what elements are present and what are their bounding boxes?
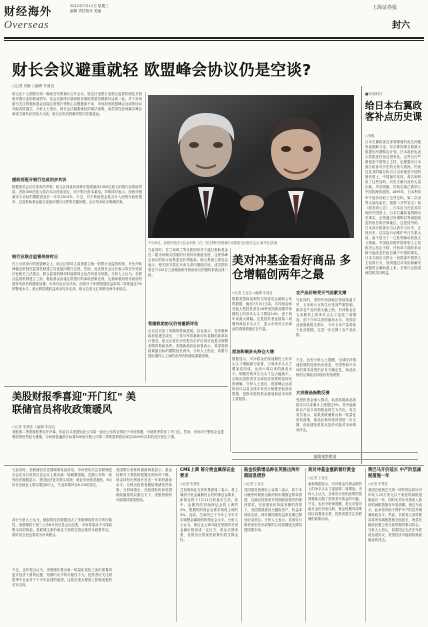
brief-byline: ○记者 王宙洁 xyxy=(244,482,264,486)
brief-byline: ○记者 王宙洁 xyxy=(308,476,328,480)
middle-paragraph: 与此同时，美国中西部地区持续高温干旱，玉米和大豆的生长受到严重影响，推动农产品价格大幅上涨。对冲基金在玉米期货上的净多头头寸连续三周增加，创下今年以来的最高水平。美国农业部最新报告预计，今年玉米产量将低于此前预期，这进一步支撑了农产品价格。 xyxy=(296,298,356,338)
brief-body: 最新数据显示，对冲基金在黄金期货上的净多头头寸连续第二周增加。市场人士认为，全球央行宽松政策的预期重新点燃了投资者对黄金的兴趣。不过，也有分析师提醒，美元走强可能对金价形成压制，黄金短期内或维持区间震荡走势，投资者需关注美联储的政策动向。 xyxy=(308,482,362,522)
column-divider xyxy=(230,248,231,452)
lead-subhead: 银行业联合监管尚待时日 xyxy=(12,254,59,259)
lead-byline: ○记者 吴敏 ○编辑 朱周良 xyxy=(12,84,55,88)
brief-byline: ○记者 朱贤佳 xyxy=(368,482,388,486)
middle-subhead: 原油和铜多头持仓大增 xyxy=(232,349,274,354)
lead-paragraph: 会议还讨论了希腊的救助进展。容克表示，在希腊新政府组建完成后，三驾马车将重新评估希腊的改革执行情况，欧元区将在评估报告出炉后再讨论是否调整希腊的救助条件。希腊新政府此前曾表示，希望将财政紧缩目标的期限延长两年。分析人士指出，希腊与国际债权人之间的谈判仍将面临重重困难。 xyxy=(148,329,228,359)
lead-headline: 财长会议避重就轻 欧盟峰会协议仍是空谈? xyxy=(12,61,312,79)
brief-1 xyxy=(180,468,238,622)
lead-column-1 xyxy=(12,92,142,382)
column-divider xyxy=(176,468,177,622)
commentary-body: 日本右翼政客近来频频就钓鱼岛问题发表挑衅言论，东京都知事石原慎太郎提出所谓购岛计划，日本政府也表示将推进钓鱼岛国有化。这些言行严重侵犯中国领土主权，也暴露出日本部分政客对历史的无知与漠视。钓鱼岛及其附属岛屿自古以来就是中国的固有领土，中国最早发现、命名和利用了这些岛屿，历史文献对此有大量记载。早在明朝，钓鱼岛就已被纳入中国的海防范围。1895年，日本利用甲午战争窃取了这些岛屿。第二次世界大战结束后，根据《开罗宣言》和《波茨坦公告》，日本应当归还其窃取的中国领土。日本右翼政客罔顾历史事实，企图通过所谓购岛等闹剧改变钓鱼岛的法律地位，这是徒劳的。日本部分政客应当认真学习历史，正视历史，以实际行动维护中日关系大局，而不是为了一己私利煽动民族主义情绪。中国政府维护国家领土主权的决心坚定不移，任何单方面的举动都不能改变钓鱼岛属于中国的事实。日本方面应当停止一切损害中国领土主权的行为，回到通过对话协商解决问题的正确轨道上来，否则只会损害两国的共同利益。 xyxy=(365,140,421,276)
article2-column-3 xyxy=(116,468,172,622)
lead-paragraph: 根据财长会议后发布的声明，欧元区同意向西班牙提供最高1000亿欧元的银行业救助贷款，首批300亿欧元将在本月底前到位，用于银行资本重组。声明同时表示，西班牙削减赤字目标的期限将延长一年至2014年。不过，对于救助资金是否计入西班牙政府债务、以及救助基金能否直接向银行注资等关键问题，会议均未给出明确答案。 xyxy=(12,185,142,205)
article2-column-2 xyxy=(12,468,112,622)
section-title: 财经海外 xyxy=(4,5,52,18)
commentary-byline: ○李聪 xyxy=(365,134,375,138)
middle-paragraph: 根据美国商品期货交易委员会最新公布的数据，截至7月3日当周，对冲基金和其他大型投机者在18种美国商品期货和期权上的净多头头寸增加14%，创下两年来最大增幅。这是投机者连续第二周增持商品多头头寸，显示市场对大宗商品的看涨情绪正在升温。 xyxy=(232,297,292,332)
masthead xyxy=(4,3,424,37)
article2-byline: ○记者 朱贤佳 ○编辑 朱周良 xyxy=(12,425,56,429)
date-line: 编辑 责任校对 美编 xyxy=(70,9,102,13)
middle-subhead: 农产品价格受天气因素支撑 xyxy=(296,290,347,295)
middle-subhead: 大宗商品指数反弹 xyxy=(296,390,330,395)
bottom-rule xyxy=(4,465,424,466)
column-divider xyxy=(145,92,146,382)
photo-image xyxy=(148,95,354,238)
article2-paragraph: 美股第二季度财报季拉开序幕，铝业巨头美国铝业公司周一盘后公布的业绩好于市场预期，为财报季带来了开门红。然而，市场对于整体企业盈利前景仍然较为谨慎，分析师普遍预计标普500成分股公司第二季度盈利将出现自2009年以来的首次同比下滑。 xyxy=(12,430,224,440)
lead-paragraph: 与此同时，芬兰和荷兰等北欧国家对于通过救助基金在二级市场购买国债的计划仍持保留态度，这使得峰会协议的执行前景更加扑朔迷离。欧元集团主席容克表示，相关细节将在未来几周内继续讨论，成员国有望在7月20日之前就西班牙救助协议的最终条款达成一致。 xyxy=(148,248,228,278)
brief-headline: 陆金投新增品种在英推出两年期固息债券 xyxy=(244,468,300,479)
masthead-rule-thin xyxy=(4,40,424,41)
article2-paragraph: 不过，也有观点认为，美联储在推出新一轮量化宽松之前仍需看到更多经济下滑的证据，短期内出手的可能性不大。投资者应关注财报季中企业对于下半年业绩的展望，这将在很大程度上影响美股的后市走向。 xyxy=(12,568,112,588)
middle-paragraph: 数据显示，对冲基金在原油期货上的多头头寸增幅最为显著，当周净多头头寸增加近四成，达到六周以来的最高水平。铜期货的净空头头寸也大幅减少，反映出投资者对全球经济前景的担忧有所缓解。分析人士指出，欧盟峰会达成的协议以及全球多家央行相继采取宽松措施，是推动投机资金重返商品市场的主要原因。 xyxy=(232,357,292,402)
middle-column-1 xyxy=(232,290,292,450)
brief-body: 芝加哥商业交易所集团周二表示，将上调部分贵金属期货合约的保证金要求，新规定将于7月11日收盘后生效。其中，金期货的初始保证金将上调约3%，银期货的保证金要求则将上调约5%。此前，芝商所已于今年上半年多次调整金属期货的保证金水平。分析人士认为，保证金上调可能在短期内对贵金属价格形成一定压力，但从长期来看，各国央行的宽松政策仍将支撑金价。 xyxy=(180,488,238,543)
brief-byline: ○记者 朱贤佳 xyxy=(180,482,200,486)
commentary-headline: 给日本右翼政客补点历史课 xyxy=(365,101,423,123)
notice-bar: 编辑观察邀请 xyxy=(232,452,418,460)
brief-2 xyxy=(244,468,302,622)
column-divider xyxy=(241,468,242,622)
article2-paragraph: 美国银行美林的最新调查显示，基金经理对于美股的配置比例有所下降，现金持有比例则升至近一年来的最高水平，反映出投资者避险情绪依然浓厚。分析师指出，在欧债危机和美国财政悬崖的双重压力下，美股短期内可能维持震荡格局。 xyxy=(116,468,172,503)
section-en: Overseas xyxy=(4,19,49,31)
brief-body: 美国总统奥巴马周一呼吁国会将针对年收入25万美元以下家庭的减税措施延长一年，同时允许针对高收入群体的减税措施在年底到期。奥巴马表示，此举将有助于保护中产阶层并削减财政赤字。然而，共和党人坚持要求将所有减税措施全面延长，两党在税收问题上的分歧短期内难以弥合。分析人士担心，如果国会无法在年底前达成协议，美国经济可能面临财政悬崖的冲击。 xyxy=(368,488,422,543)
middle-column-2 xyxy=(296,290,356,450)
column-divider xyxy=(365,468,366,622)
article2-column xyxy=(12,430,224,464)
article2-paragraph: 与此同时，美联储官员近期频频发表讲话，市场密切关注美联储是否会在本月底的议息会议上推出新一轮刺激措施。近期公布的一系列经济数据显示，美国经济复苏势头放缓，就业市场依旧疲软，6月份非农就业人数仅增加8万人，失业率维持在8.2%的高位。 xyxy=(12,468,112,488)
photo-caption: 7月10日，西班牙经济大臣金多斯（右）在比利时布鲁塞尔出席欧元区财长会议 新华社/法新 xyxy=(148,241,278,245)
brief-headline: CME上调 部分贵金属保证金要求 xyxy=(180,468,235,479)
issue-date xyxy=(70,4,150,14)
article2-headline: 美股财报季喜迎"开门红" 美联储官员将收政策暖风 xyxy=(12,392,136,416)
masthead-rule xyxy=(4,37,424,39)
article2-paragraph: 部分分析人士认为，疲弱的经济数据加大了美联储再度出手的可能性。美联储将于周三公布6月份议息会议纪要，市场希望从中寻找政策走向的线索。美联储主席伯南克下周将在国会就货币政策作证，届时其言论也将成为市场焦点。 xyxy=(12,518,112,538)
middle-byline: ○记者 王宙洁 ○编辑 朱周良 xyxy=(232,291,273,295)
middle-paragraph: 受投机资金流入推动，标普高盛商品指数本月以来累计上涨超过5%，其中能源和农产品分项指数表现尤为突出。有交易员表示，如果美联储推出新一轮量化宽松政策，商品价格有望获得进一步支撑，但欧债危机的反复仍可能对市场构成冲击。 xyxy=(296,398,356,433)
page-number: 封六 xyxy=(392,21,411,31)
brief-4 xyxy=(368,468,422,622)
lead-paragraph: 欧元区十七国财长周一晚间在布鲁塞尔召开会议，原定讨论银行业联合监管机制及对西班牙银行业的救助细节，但会议最终仅就西班牙援助贷款首期拨付达成一致，对于市场最为关注的救助基金直接注资银行等核心议题避而不谈，市场担忧欧盟峰会达成的协议可能再度落空。分析人士指出，财长会议避重就轻的做法表明，成员国在如何落实峰会承诺方面仍存在较大分歧，欧元区危机的解决依旧任重道远。 xyxy=(12,92,142,117)
lead-subhead: 希腊救助协议仍待重新评估 xyxy=(148,321,199,326)
brief-body: 英国债务管理办公室周二表示，将于本月晚些时候推出新的两年期固定利率国债，以满足投资者对短期政府债券的强劲需求。在欧债危机持续发酵的背景下，英国国债被视为避险资产，收益率持续走低，两年期国债收益率近期已降至纪录低位。分析人士表示，英国央行维持宽松货币政策的立场将继续支撑英国国债市场。 xyxy=(244,488,302,533)
middle-headline: 美对冲基金看好商品 多仓增幅创两年之最 xyxy=(232,253,352,281)
date-line: 2012年7月11日 星期三 xyxy=(70,4,109,8)
middle-paragraph: 不过，也有分析人士提醒，全球经济增速放缓的趋势尚未改变，中国等新兴市场的需求前景仍存在不确定性，商品价格的反弹能否持续仍有待观察。 xyxy=(296,358,356,378)
brief-3 xyxy=(308,468,362,622)
section-divider xyxy=(4,386,228,387)
column-divider xyxy=(305,468,306,622)
paper-name: 上海证券报 xyxy=(372,5,398,11)
lead-subhead: 援助西班牙银行达成初步共识 xyxy=(12,177,67,182)
lead-photo xyxy=(148,95,354,238)
lead-column-2 xyxy=(148,248,228,382)
commentary-tag: ■环球时评 xyxy=(365,92,383,96)
brief-headline: 美对冲基金重新看好黄金 xyxy=(308,468,356,473)
brief-headline: 奥巴马开价延长 中产阶层减税措施一年 xyxy=(368,468,422,479)
lead-paragraph: 在上月底举行的欧盟峰会上，欧元区领导人同意建立统一的银行业监管机制，并允许欧洲稳定机制在监管机制建立后直接向银行注资。然而，此次财长会议仅表示将在年底前讨论相关立法建议，联合监管机制何时能够真正运作仍是未知数。分析人士认为，在联合监管机制建立之前，救助基金直接注资银行的承诺恐难兑现，这意味着西班牙政府的债务负担仍将继续加重。市场对此反应冷淡，西班牙十年期国债收益率周二再度逼近7%的警戒水平，意大利国债收益率亦同步走高，欧元兑美元汇率跌至两年来低位。 xyxy=(12,262,142,292)
